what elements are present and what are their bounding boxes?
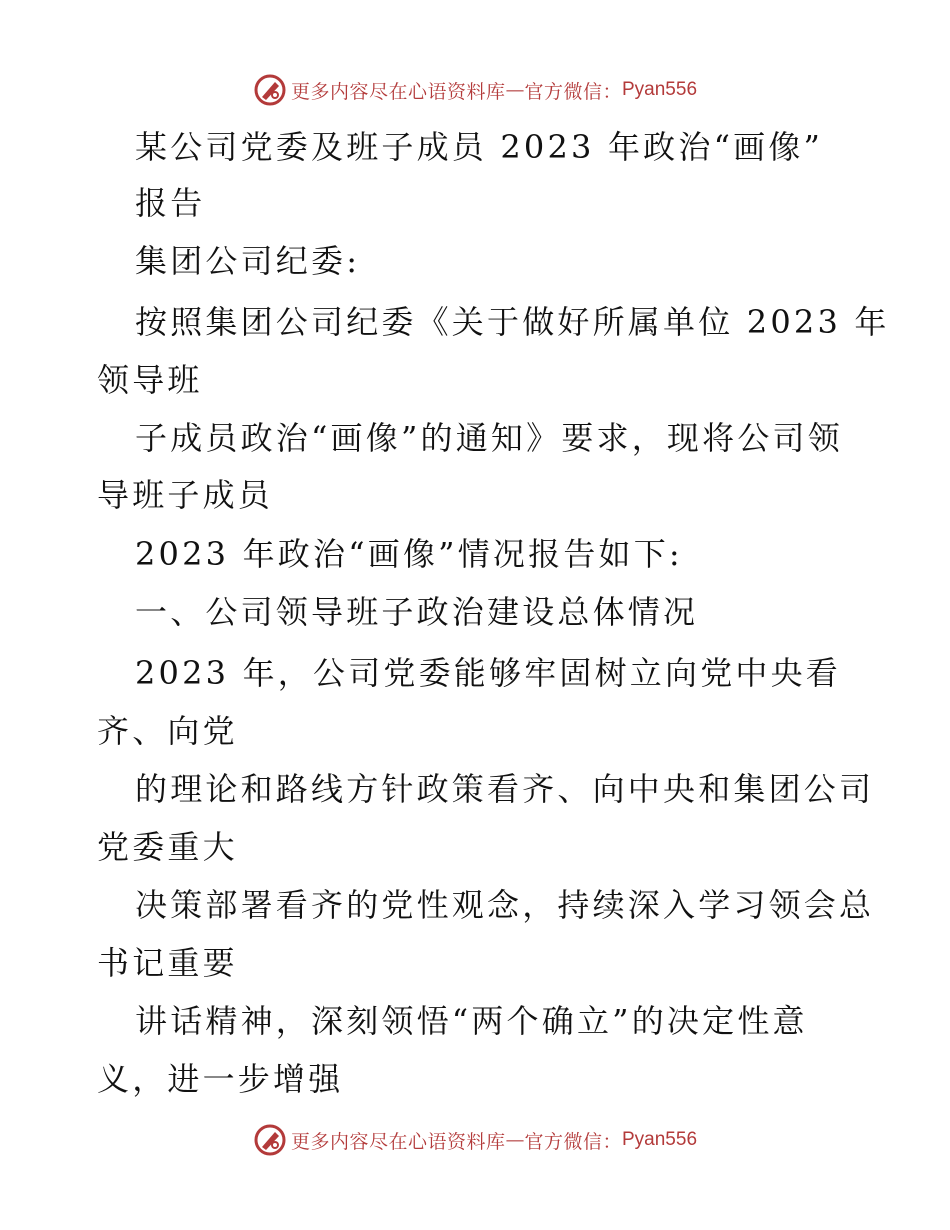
pen-nib-logo-icon	[253, 73, 287, 107]
text-line: 按照集团公司纪委《关于做好所属单位 2023 年	[135, 303, 890, 341]
text-line: 讲话精神，深刻领悟“两个确立”的决定性意	[135, 1002, 808, 1040]
text-line: 书记重要	[97, 944, 238, 982]
watermark-separator: —	[505, 1129, 525, 1151]
text-line: 义，进一步增强	[97, 1060, 344, 1098]
text-line: 2023 年政治“画像”情况报告如下:	[135, 535, 683, 573]
watermark-brand: 更多内容尽在心语资料库	[290, 1130, 506, 1153]
section-heading: 一、公司领导班子政治建设总体情况	[135, 593, 699, 631]
watermark-id: Pyan556	[622, 79, 698, 100]
pen-nib-logo-icon	[253, 1123, 287, 1157]
text-line: 子成员政治“画像”的通知》要求，现将公司领	[135, 419, 843, 457]
salutation: 集团公司纪委:	[135, 242, 361, 280]
text-line: 2023 年，公司党委能够牢固树立向党中央看	[135, 654, 842, 692]
text-line: 领导班	[97, 361, 203, 399]
header-watermark	[0, 70, 950, 110]
watermark-id: Pyan556	[622, 1129, 698, 1150]
footer-watermark	[0, 1120, 950, 1160]
text-line: 的理论和路线方针政策看齐、向中央和集团公司	[135, 770, 875, 808]
watermark-label: 官方微信：	[524, 1130, 622, 1153]
watermark-brand: 更多内容尽在心语资料库	[290, 80, 506, 103]
text-line: 决策部署看齐的党性观念，持续深入学习领会总	[135, 886, 875, 924]
watermark-separator: —	[505, 79, 525, 101]
watermark-label: 官方微信：	[524, 80, 622, 103]
text-line: 齐、向党	[97, 712, 238, 750]
document-title-cont: 报告	[135, 184, 206, 222]
text-line: 导班子成员	[97, 476, 274, 514]
document-title: 某公司党委及班子成员 2023 年政治“画像”	[135, 128, 824, 166]
text-line: 党委重大	[97, 828, 238, 866]
